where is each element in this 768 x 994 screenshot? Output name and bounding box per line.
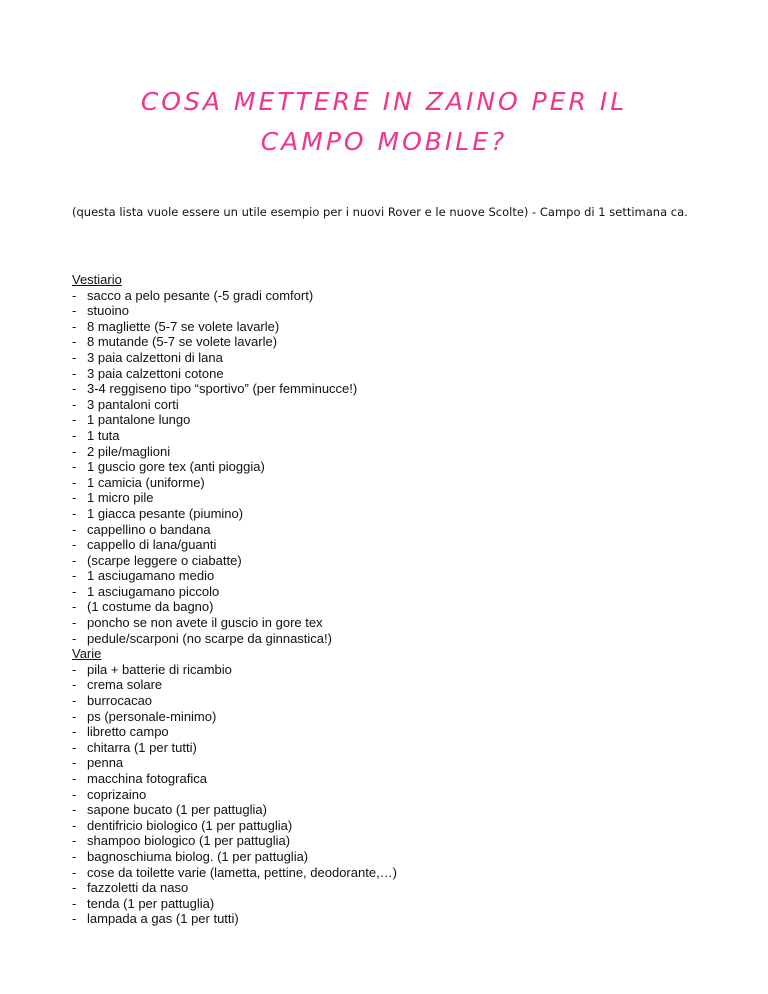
item-list-varie — [72, 662, 712, 927]
list-item: - 3 pantaloni corti — [72, 397, 712, 413]
section-heading-vestiario: Vestiario — [72, 272, 122, 287]
list-item: - 1 camicia (uniforme) — [72, 475, 712, 491]
list-item: - cose da toilette varie (lametta, pettine, deodorante,…) — [72, 865, 712, 881]
section-vestiario — [72, 272, 712, 646]
list-item: - (1 costume da bagno) — [72, 599, 712, 615]
list-item: - libretto campo — [72, 724, 712, 740]
list-item: - cappellino o bandana — [72, 522, 712, 538]
list-item: - bagnoschiuma biolog. (1 per pattuglia) — [72, 849, 712, 865]
section-heading-varie: Varie — [72, 646, 102, 662]
list-item: - 1 guscio gore tex (anti pioggia) — [72, 459, 712, 475]
list-item: - chitarra (1 per tutti) — [72, 740, 712, 756]
list-item: - pedule/scarponi (no scarpe da ginnastica!) — [72, 631, 712, 647]
document-title — [84, 82, 684, 162]
list-item: - coprizaino — [72, 787, 712, 803]
list-item: - lampada a gas (1 per tutti) — [72, 911, 712, 927]
list-item: - fazzoletti da naso — [72, 880, 712, 896]
list-item: - shampoo biologico (1 per pattuglia) — [72, 833, 712, 849]
list-item: - poncho se non avete il guscio in gore tex — [72, 615, 712, 631]
list-item: - burrocacao — [72, 693, 712, 709]
list-item: - 8 mutande (5-7 se volete lavarle) — [72, 334, 712, 350]
list-item: - 1 tuta — [72, 428, 712, 444]
list-item: - stuoino — [72, 303, 712, 319]
list-item: - 1 asciugamano medio — [72, 568, 712, 584]
list-item: - dentifricio biologico (1 per pattuglia) — [72, 818, 712, 834]
list-item: - 3-4 reggiseno tipo “sportivo” (per femminucce!) — [72, 381, 712, 397]
list-item: - 1 pantalone lungo — [72, 412, 712, 428]
list-item: - 2 pile/maglioni — [72, 444, 712, 460]
list-item: - crema solare — [72, 677, 712, 693]
title-line-1: COSA METTERE IN ZAINO PER IL — [140, 87, 628, 116]
list-item: - pila + batterie di ricambio — [72, 662, 712, 678]
list-item: - cappello di lana/guanti — [72, 537, 712, 553]
list-item: - 3 paia calzettoni cotone — [72, 366, 712, 382]
list-item: - macchina fotografica — [72, 771, 712, 787]
list-item: - sapone bucato (1 per pattuglia) — [72, 802, 712, 818]
section-varie — [72, 646, 712, 927]
document-subtitle: (questa lista vuole essere un utile esempio per i nuovi Rover e le nuove Scolte) - Campo di 1 settimana ca. — [72, 205, 688, 219]
list-item: - (scarpe leggere o ciabatte) — [72, 553, 712, 569]
list-item: - 1 asciugamano piccolo — [72, 584, 712, 600]
list-item: - 3 paia calzettoni di lana — [72, 350, 712, 366]
list-item: - 1 giacca pesante (piumino) — [72, 506, 712, 522]
list-item: - 8 magliette (5-7 se volete lavarle) — [72, 319, 712, 335]
list-item: - ps (personale-minimo) — [72, 709, 712, 725]
list-item: - tenda (1 per pattuglia) — [72, 896, 712, 912]
list-item: - penna — [72, 755, 712, 771]
packing-list — [72, 272, 712, 927]
list-item: - 1 micro pile — [72, 490, 712, 506]
item-list-vestiario — [72, 288, 712, 647]
title-line-2: CAMPO MOBILE? — [260, 127, 508, 156]
list-item: - sacco a pelo pesante (-5 gradi comfort) — [72, 288, 712, 304]
